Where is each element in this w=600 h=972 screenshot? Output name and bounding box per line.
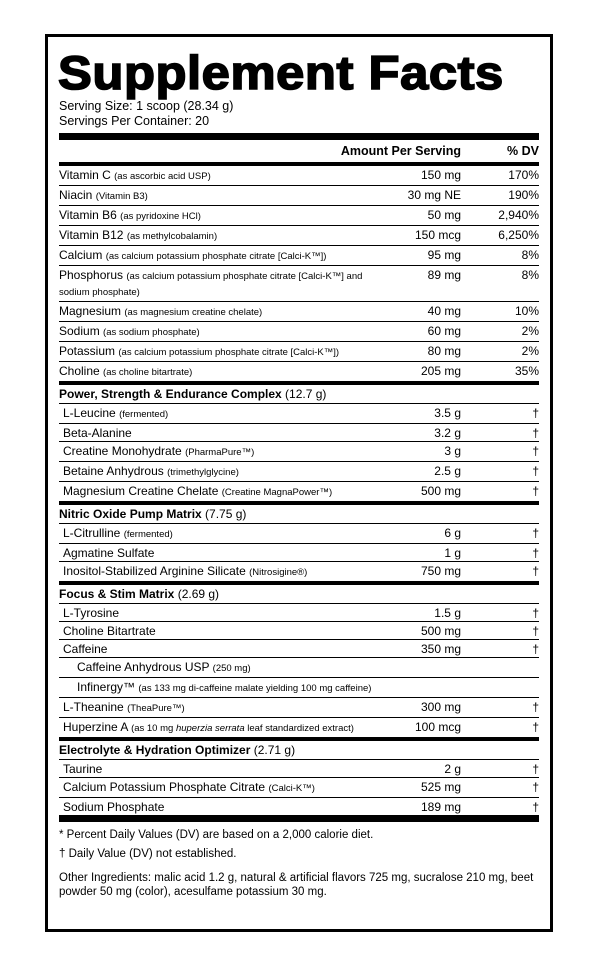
- ingredient-row: [59, 226, 539, 246]
- ingredient-row: [59, 424, 539, 442]
- ingredient-note: (trimethylglycine): [167, 467, 239, 478]
- ingredient-label: Sodium: [59, 324, 100, 338]
- ingredient-dv: †: [532, 526, 539, 540]
- ingredient-label: Beta-Alanine: [63, 426, 132, 440]
- ingredient-note: (Nitrosigine®): [249, 567, 308, 578]
- ingredient-label: Calcium Potassium Phosphate Citrate: [63, 780, 266, 794]
- ingredient-label: Infinergy™: [77, 680, 136, 694]
- ingredient-row: [59, 760, 539, 778]
- column-header: [59, 140, 539, 162]
- ingredient-name: [63, 780, 365, 796]
- ingredient-amount: 189 mg: [420, 800, 461, 814]
- ingredient-row: [59, 544, 539, 562]
- ingredient-amount: 3 g: [444, 444, 461, 458]
- ingredient-label: Magnesium: [59, 304, 122, 318]
- ingredient-amount: 80 mg: [427, 344, 461, 358]
- ingredient-amount: 500 mg: [420, 624, 461, 638]
- blend-title: Focus & Stim Matrix (2.69 g): [59, 585, 539, 604]
- ingredient-name: [63, 464, 365, 480]
- ingredient-label: Caffeine: [63, 642, 108, 656]
- ingredient-name: [59, 168, 365, 184]
- ingredient-row: [59, 186, 539, 206]
- ingredient-name: [59, 208, 365, 224]
- ingredient-name: [63, 564, 365, 580]
- ingredient-name: [77, 680, 539, 696]
- ingredient-amount: 750 mg: [420, 564, 461, 578]
- ingredient-label: Choline Bitartrate: [63, 624, 156, 638]
- ingredient-dv: †: [532, 700, 539, 714]
- ingredient-name: [77, 660, 539, 676]
- ingredient-note: (as calcium potassium phosphate citrate [Calci-K™]): [105, 251, 327, 262]
- vitamins-list: [59, 166, 539, 381]
- ingredient-row: [59, 462, 539, 482]
- ingredient-amount: 89 mg: [427, 268, 461, 282]
- ingredient-amount: 205 mg: [420, 364, 461, 378]
- thick-divider: [59, 133, 539, 140]
- ingredient-note: (Vitamin B3): [95, 191, 148, 202]
- ingredient-label: Sodium Phosphate: [63, 800, 165, 814]
- serving-size: Serving Size: 1 scoop (28.34 g): [59, 99, 234, 113]
- panel-title: Supplement Facts: [58, 46, 504, 99]
- ingredient-label: Creatine Monohydrate: [63, 444, 182, 458]
- ingredient-label: Inositol-Stabilized Arginine Silicate: [63, 564, 246, 578]
- ingredient-name: [63, 444, 365, 460]
- ingredient-note: (250 mg): [212, 663, 251, 674]
- ingredient-label: Huperzine A: [63, 720, 128, 734]
- ingredient-name: [59, 188, 365, 204]
- ingredient-label: Potassium: [59, 344, 116, 358]
- ingredient-note: (as pyridoxine HCl): [120, 211, 201, 222]
- ingredient-label: Caffeine Anhydrous USP: [77, 660, 210, 674]
- ingredient-dv: †: [532, 780, 539, 794]
- ingredient-dv: †: [532, 606, 539, 620]
- ingredient-name: [63, 546, 365, 560]
- ingredient-note: (as 10 mg huperzia serrata leaf standardized extract): [131, 723, 354, 734]
- ingredient-dv: †: [532, 762, 539, 776]
- ingredient-amount: 6 g: [444, 526, 461, 540]
- ingredient-label: Agmatine Sulfate: [63, 546, 155, 560]
- ingredient-dv: †: [532, 406, 539, 420]
- ingredient-dv: 2%: [521, 344, 539, 358]
- ingredient-label: Taurine: [63, 762, 103, 776]
- ingredient-row: [59, 678, 539, 698]
- ingredient-dv: 8%: [521, 248, 539, 262]
- ingredient-amount: 150 mcg: [414, 228, 461, 242]
- ingredient-name: [63, 426, 365, 440]
- servings-per-container: Servings Per Container: 20: [59, 114, 210, 128]
- ingredient-dv: †: [532, 800, 539, 814]
- ingredient-amount: 3.5 g: [434, 406, 461, 420]
- ingredient-row: [59, 524, 539, 544]
- ingredient-dv: 35%: [514, 364, 539, 378]
- blend-title: Electrolyte & Hydration Optimizer (2.71 g): [59, 741, 539, 760]
- ingredient-row: [59, 322, 539, 342]
- ingredient-dv: 2%: [521, 324, 539, 338]
- ingredient-row: [59, 718, 539, 737]
- amount-header: Amount Per Serving: [340, 144, 461, 158]
- ingredient-label: Vitamin B12: [59, 228, 124, 242]
- ingredient-name: [63, 606, 365, 620]
- ingredient-name: [59, 324, 365, 340]
- ingredient-name: [59, 248, 365, 264]
- supplement-facts-panel: [45, 34, 553, 932]
- ingredient-amount: 300 mg: [420, 700, 461, 714]
- ingredient-dv: †: [532, 444, 539, 458]
- ingredient-amount: 3.2 g: [434, 426, 461, 440]
- ingredient-note: (as magnesium creatine chelate): [124, 307, 263, 318]
- ingredient-row: [59, 404, 539, 424]
- ingredient-row: [59, 246, 539, 266]
- ingredient-amount: 95 mg: [427, 248, 461, 262]
- footer-divider: [59, 815, 539, 822]
- ingredient-row: [59, 206, 539, 226]
- ingredient-dv: †: [532, 426, 539, 440]
- ingredient-name: [63, 762, 365, 776]
- ingredient-dv: †: [532, 464, 539, 478]
- ingredient-amount: 525 mg: [420, 780, 461, 794]
- ingredient-row: [59, 166, 539, 186]
- ingredient-dv: †: [532, 642, 539, 656]
- ingredient-row: [59, 442, 539, 462]
- ingredient-amount: 500 mg: [420, 484, 461, 498]
- ingredient-label: Magnesium Creatine Chelate: [63, 484, 219, 498]
- ingredient-label: Phosphorus: [59, 268, 124, 282]
- ingredient-amount: 2.5 g: [434, 464, 461, 478]
- ingredient-dv: 190%: [508, 188, 539, 202]
- ingredient-note: (fermented): [123, 529, 173, 540]
- ingredient-label: L-Leucine: [63, 406, 116, 420]
- ingredient-label: L-Theanine: [63, 700, 124, 714]
- ingredient-dv: 6,250%: [498, 228, 539, 242]
- ingredient-label: L-Citrulline: [63, 526, 121, 540]
- ingredient-dv: 8%: [521, 268, 539, 282]
- ingredient-note: (as calcium potassium phosphate citrate [Calci-K™]): [118, 347, 340, 358]
- ingredient-note: (Creatine MagnaPower™): [221, 487, 333, 498]
- ingredient-dv: †: [532, 720, 539, 734]
- ingredient-dv: †: [532, 546, 539, 560]
- dv-header: % DV: [507, 144, 539, 158]
- ingredient-row: [59, 342, 539, 362]
- ingredient-row: [59, 266, 539, 302]
- ingredient-name: [63, 800, 365, 814]
- ingredient-row: [59, 604, 539, 622]
- ingredient-row: [59, 658, 539, 678]
- dv-footnote: * Percent Daily Values (DV) are based on a 2,000 calorie diet.: [59, 829, 374, 841]
- ingredient-label: Vitamin B6: [59, 208, 117, 222]
- dagger-footnote: † Daily Value (DV) not established.: [59, 848, 237, 860]
- ingredient-row: [59, 302, 539, 322]
- ingredient-amount: 100 mcg: [414, 720, 461, 734]
- ingredient-note: (as calcium potassium phosphate citrate [Calci-K™] and sodium phosphate): [59, 271, 363, 298]
- ingredient-row: [59, 640, 539, 658]
- ingredient-dv: 2,940%: [498, 208, 539, 222]
- ingredient-name: [59, 268, 365, 300]
- ingredient-label: Calcium: [59, 248, 103, 262]
- ingredient-amount: 350 mg: [420, 642, 461, 656]
- ingredient-dv: 170%: [508, 168, 539, 182]
- ingredient-note: (PharmaPure™): [185, 447, 255, 458]
- blends-list: [59, 385, 539, 815]
- ingredient-note: (Calci-K™): [268, 783, 315, 794]
- ingredient-label: Betaine Anhydrous: [63, 464, 164, 478]
- ingredient-note: (TheaPure™): [127, 703, 185, 714]
- ingredient-note: (as methylcobalamin): [126, 231, 218, 242]
- ingredient-name: [59, 364, 365, 380]
- ingredient-label: Niacin: [59, 188, 93, 202]
- ingredient-dv: †: [532, 564, 539, 578]
- ingredient-row: [59, 562, 539, 581]
- ingredient-row: [59, 798, 539, 815]
- ingredient-amount: 50 mg: [427, 208, 461, 222]
- ingredient-note: (as ascorbic acid USP): [114, 171, 211, 182]
- ingredient-name: [59, 228, 365, 244]
- ingredient-name: [63, 624, 365, 638]
- ingredient-amount: 1.5 g: [434, 606, 461, 620]
- ingredient-name: [59, 344, 365, 360]
- blend-title: Power, Strength & Endurance Complex (12.7 g): [59, 385, 539, 404]
- ingredient-amount: 60 mg: [427, 324, 461, 338]
- ingredient-amount: 1 g: [444, 546, 461, 560]
- ingredient-row: [59, 698, 539, 718]
- ingredient-amount: 30 mg NE: [407, 188, 461, 202]
- ingredient-name: [63, 700, 365, 716]
- ingredient-row: [59, 482, 539, 501]
- ingredient-name: [63, 484, 365, 500]
- ingredient-name: [63, 642, 365, 656]
- ingredient-name: [63, 526, 365, 542]
- ingredient-dv: †: [532, 624, 539, 638]
- ingredient-note: (as choline bitartrate): [103, 367, 193, 378]
- ingredient-name: [63, 720, 365, 736]
- ingredient-note: (as 133 mg di-caffeine malate yielding 100 mg caffeine): [138, 683, 372, 694]
- blend-title: Nitric Oxide Pump Matrix (7.75 g): [59, 505, 539, 524]
- ingredient-amount: 40 mg: [427, 304, 461, 318]
- ingredient-dv: †: [532, 484, 539, 498]
- ingredient-label: Choline: [59, 364, 100, 378]
- ingredient-dv: 10%: [514, 304, 539, 318]
- ingredient-row: [59, 778, 539, 798]
- ingredient-row: [59, 362, 539, 381]
- ingredient-note: (as sodium phosphate): [103, 327, 200, 338]
- ingredient-amount: 150 mg: [420, 168, 461, 182]
- ingredient-label: L-Tyrosine: [63, 606, 120, 620]
- ingredient-row: [59, 622, 539, 640]
- ingredient-note: (fermented): [119, 409, 169, 420]
- ingredient-label: Vitamin C: [59, 168, 111, 182]
- other-ingredients: Other Ingredients: malic acid 1.2 g, natural & artificial flavors 725 mg, sucralose 210 mg, beet powder 50 mg (color), acesulfame potassium 30 mg.: [59, 872, 534, 898]
- ingredient-amount: 2 g: [444, 762, 461, 776]
- ingredient-name: [59, 304, 365, 320]
- ingredient-name: [63, 406, 365, 422]
